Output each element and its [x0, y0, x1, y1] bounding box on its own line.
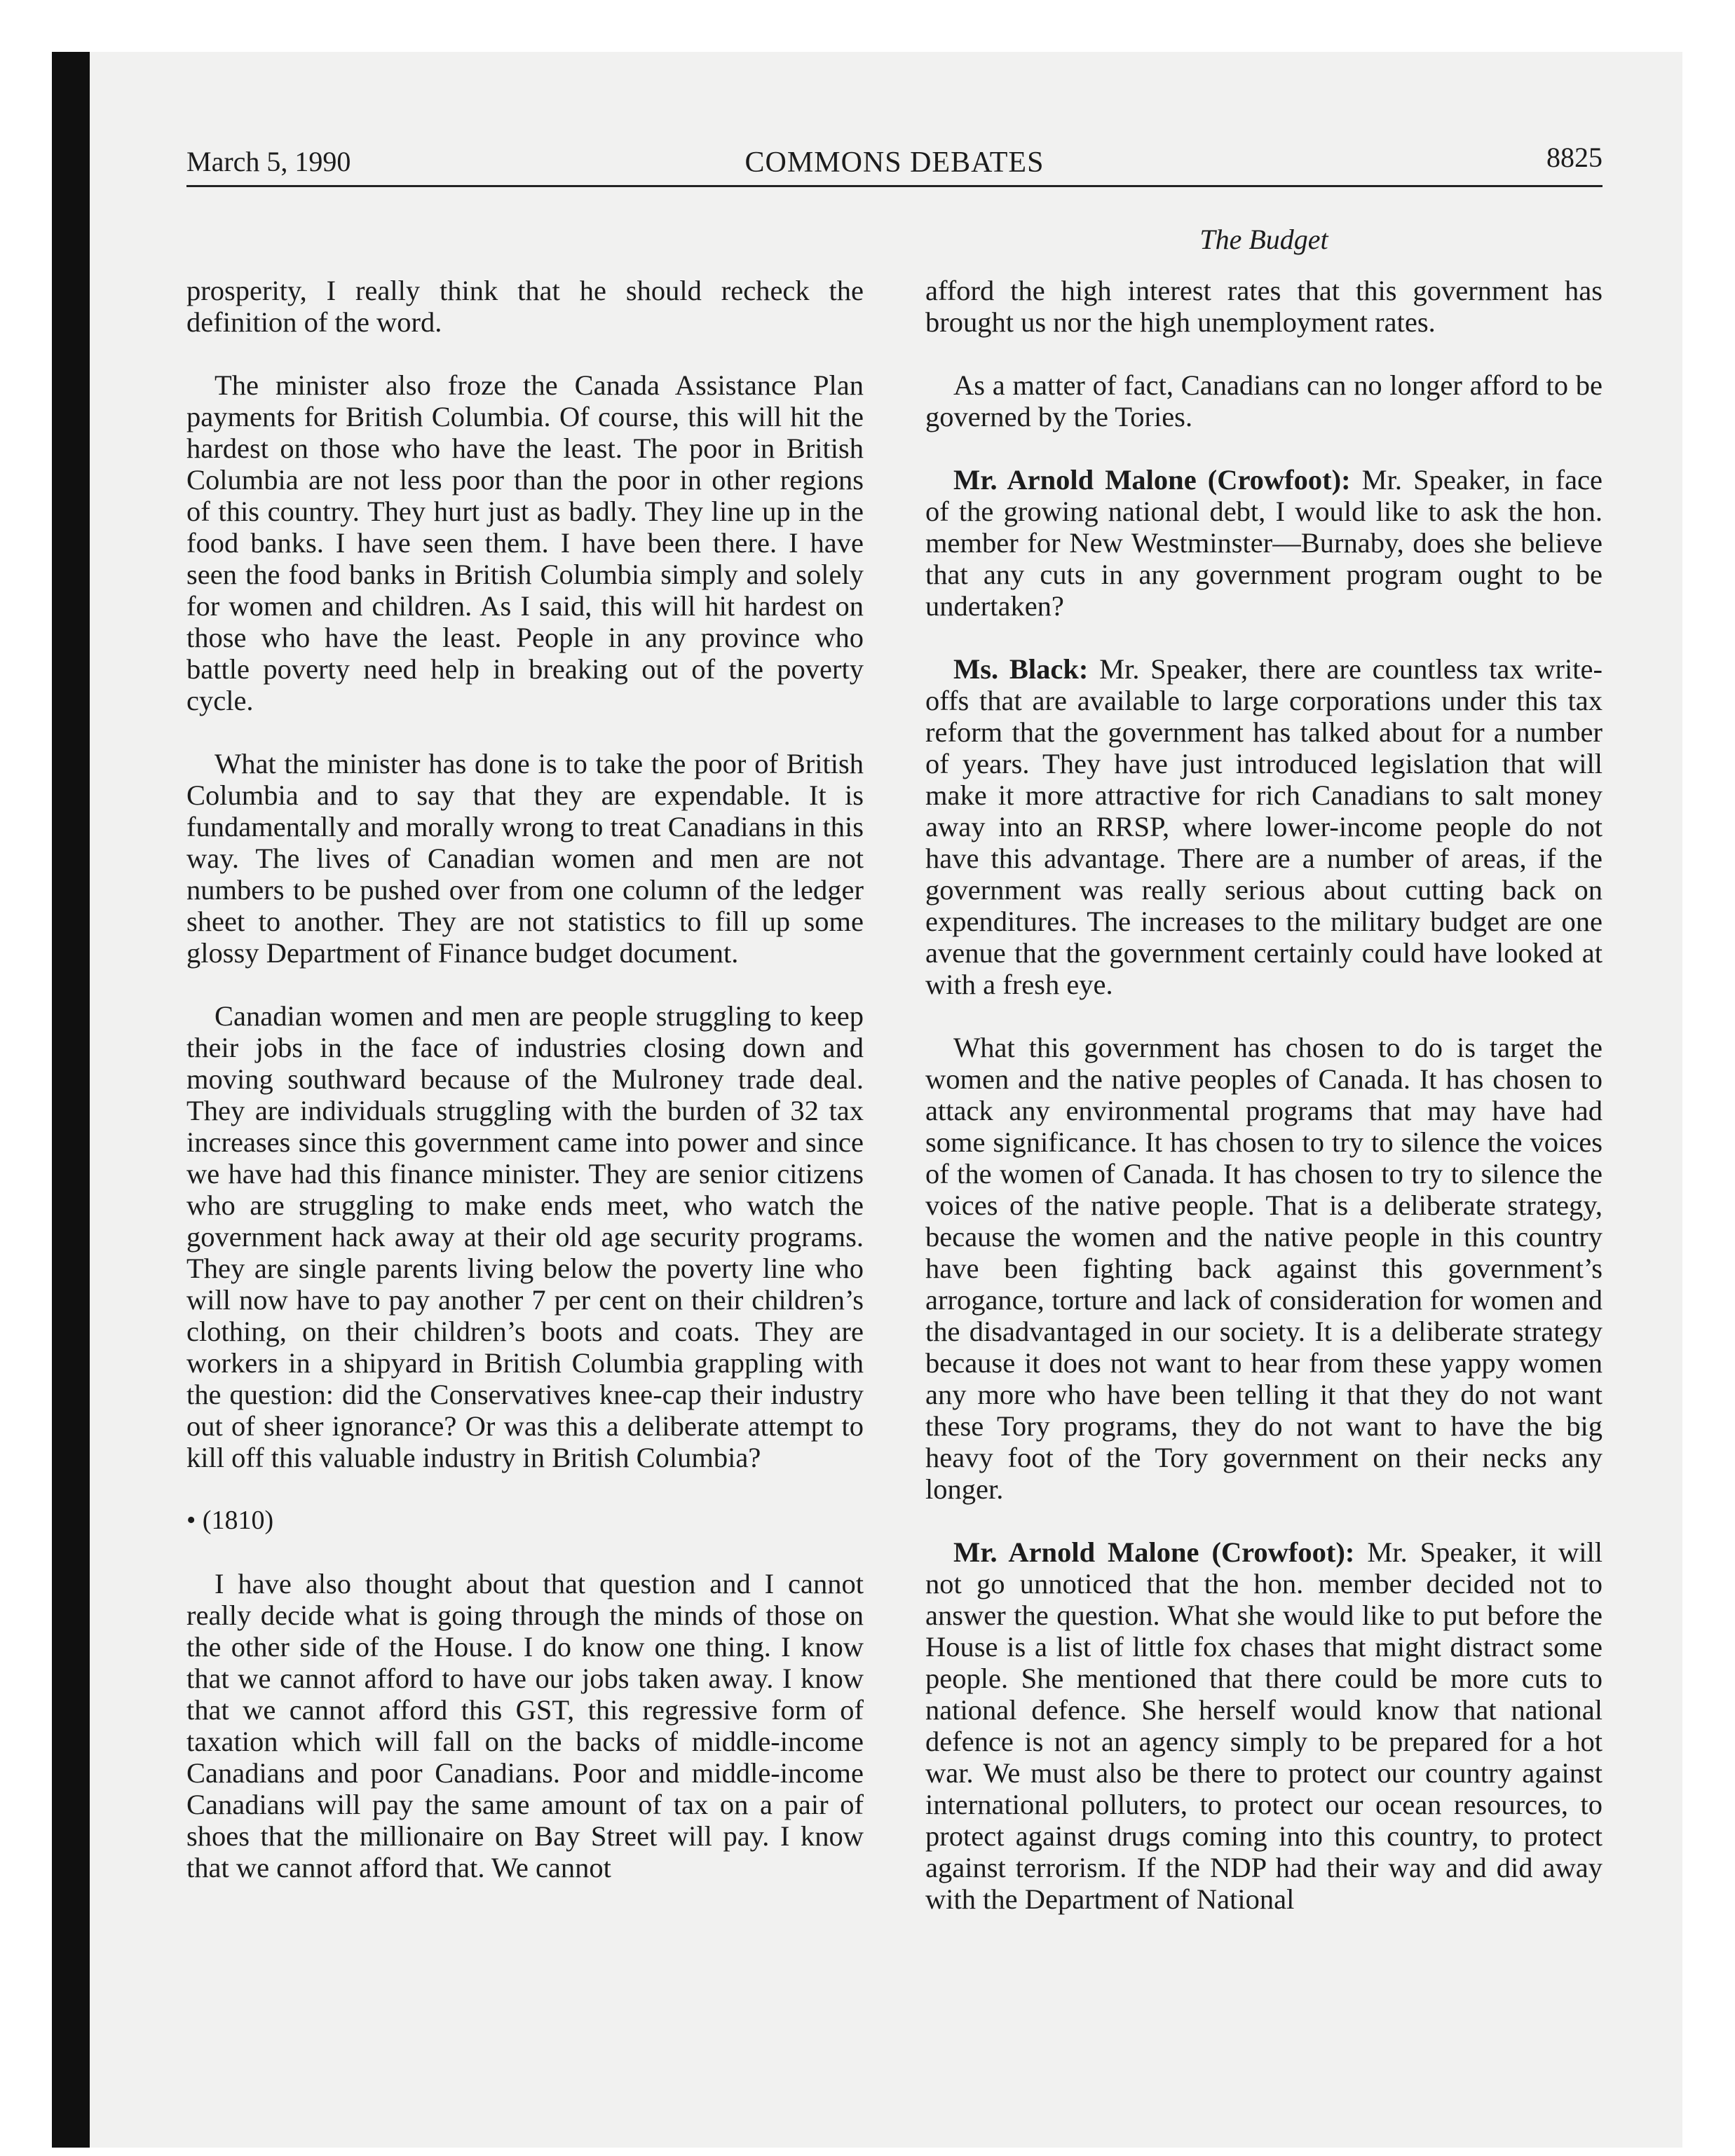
right-column	[925, 275, 1603, 1946]
paragraph: What the minister has done is to take the poor of British Columbia and to say that they are expendable. It is fundamentally and morally wrong to treat Canadians in this way. The lives of Canadian women and men are not numbers to be pushed over from one column of the ledger sheet to another. They are not statistics to fill up some glossy Department of Finance budget document.	[186, 748, 864, 969]
paragraph: The minister also froze the Canada Assistance Plan payments for British Columbia. Of course, this will hit the hardest on those who have the least. The poor in British Columbia are not less poor than the poor in other regions of this country. They hurt just as badly. They line up in the food banks. I have seen them. I have been there. I have seen the food banks in British Columbia simply and solely for women and children. As I said, this will hit hardest on those who have the least. People in any province who battle poverty need help in breaking out of the poverty cycle.	[186, 369, 864, 716]
paragraph: prosperity, I really think that he should recheck the definition of the word.	[186, 275, 864, 338]
paragraph: What this government has chosen to do is target the women and the native peoples of Canada. It has chosen to attack any environmental programs that may have had some significance. It has chosen to try to silence the voices of the women of Canada. It has chosen to try to silence the voices of the native people. That is a deliberate strategy, because the women and the native people in this country have been fighting back against this government’s arrogance, torture and lack of consideration for women and the disadvantaged in our society. It is a deliberate strategy because it does not want to hear from these yappy women any more who have been telling it that they do not want these Tory programs, they do not want to have the big heavy foot of the Tory government on their necks any longer.	[925, 1032, 1603, 1505]
left-column	[186, 275, 864, 1915]
speaker-name: Mr. Arnold Malone (Crowfoot):	[953, 464, 1351, 496]
time-marker: • (1810)	[186, 1506, 274, 1535]
speech-text: Mr. Speaker, in face of the growing national debt, I would like to ask the hon. member for New Westminster—Burnaby, does she believe that any cuts in any government program ought to be undertaken?	[925, 464, 1603, 622]
page-header	[186, 140, 1603, 182]
header-rule	[186, 185, 1603, 187]
speaker-name: Mr. Arnold Malone (Crowfoot):	[953, 1536, 1355, 1568]
paragraph: I have also thought about that question and I cannot really decide what is going through the minds of those on the other side of the House. I do know one thing. I know that we cannot afford to have our jobs taken away. I know that we cannot afford this GST, this regressive form of taxation which will fall on the backs of middle-income Canadians and poor Canadians. Poor and middle-income Canadians will pay the same amount of tax on a pair of shoes that the millionaire on Bay Street will pay. I know that we cannot afford that. We cannot	[186, 1568, 864, 1883]
speech-text: Mr. Speaker, there are countless tax write-offs that are available to large corporations under this tax reform that the government has talked about for a number of years. They have just introduced legislation that will make it more attractive for rich Canadians to salt money away into an RRSP, where lower-income people do not have this advantage. There are a number of areas, if the government was really serious about cutting back on expenditures. The increases to the military budget are one avenue that the government certainly could have looked at with a fresh eye.	[925, 653, 1603, 1000]
speech-paragraph	[925, 1536, 1603, 1915]
scan-edge	[52, 52, 90, 2148]
speech-text: Mr. Speaker, it will not go unnoticed that the hon. member decided not to answer the question. What she would like to put before the House is a list of little fox chases that might distract some people. She mentioned that there could be more cuts to national defence. She herself would know that national defence is not an agency simply to be prepared for a hot war. We must also be there to protect our country against international polluters, to protect our ocean resources, to protect against drugs coming into this country, to protect against terrorism. If the NDP had their way and did away with the Department of National	[925, 1536, 1603, 1915]
page-number: 8825	[1546, 142, 1603, 173]
speech-paragraph	[925, 653, 1603, 1000]
header-title: COMMONS DEBATES	[744, 146, 1045, 179]
paragraph: As a matter of fact, Canadians can no longer afford to be governed by the Tories.	[925, 369, 1603, 432]
speaker-name: Ms. Black:	[953, 653, 1089, 685]
header-date: March 5, 1990	[186, 146, 351, 177]
speech-paragraph	[925, 464, 1603, 622]
paragraph: Canadian women and men are people struggling to keep their jobs in the face of industries closing down and moving southward because of the Mulroney trade deal. They are individuals struggling with the burden of 32 tax increases since this government came into power and since we have had this finance minister. They are senior citizens who are struggling to make ends meet, who watch the government hack away at their old age security programs. They are single parents living below the poverty line who will now have to pay another 7 per cent on their children’s clothing, on their children’s boots and coats. They are workers in a shipyard in British Columbia grappling with the question: did the Conservatives knee-cap their industry out of sheer ignorance? Or was this a deliberate attempt to kill off this valuable industry in British Columbia?	[186, 1000, 864, 1473]
paragraph: afford the high interest rates that this government has brought us nor the high unemployment rates.	[925, 275, 1603, 338]
section-title: The Budget	[1199, 224, 1328, 255]
